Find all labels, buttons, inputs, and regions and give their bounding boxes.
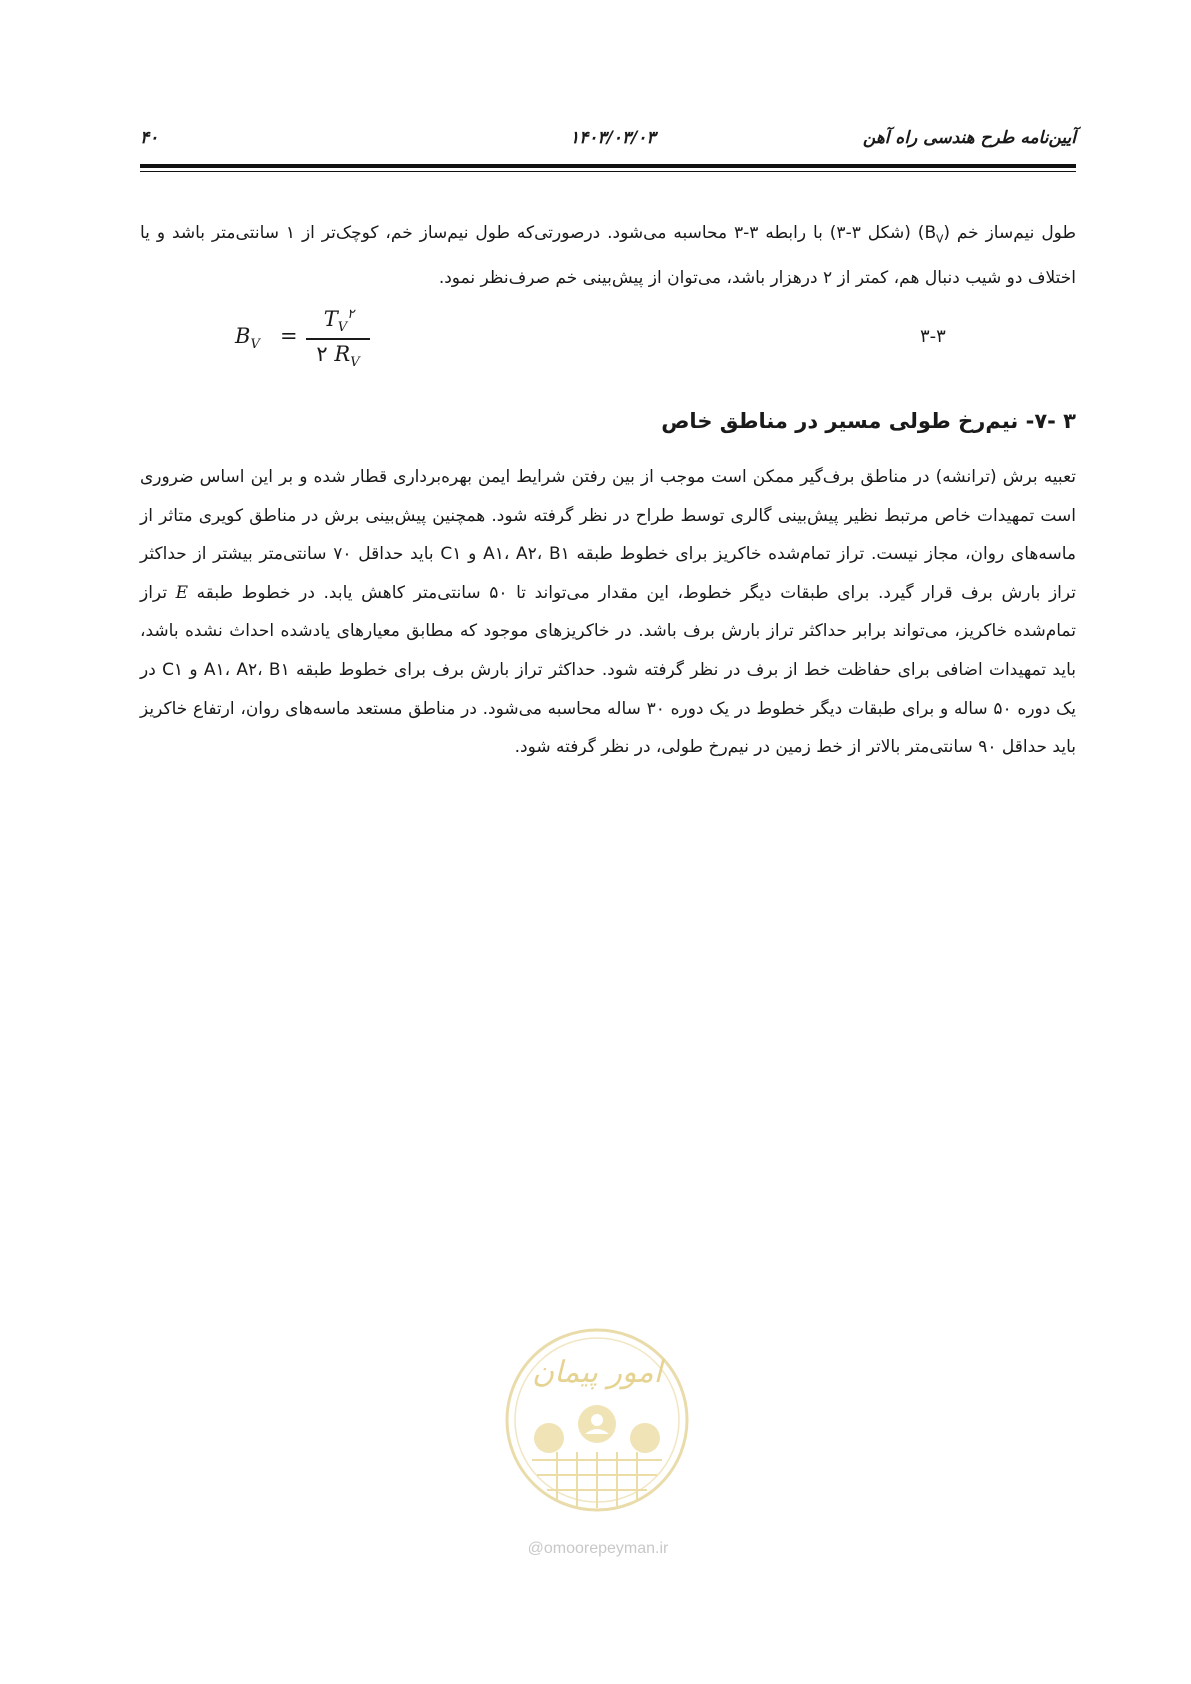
logo-lettering: امور پیمان — [532, 1355, 662, 1390]
formula-denominator: ۲ $R_V$ — [316, 342, 360, 371]
italic-e: E — [175, 582, 189, 603]
formula-3-3 — [230, 302, 390, 372]
formula-lhs: $B_V$ — [235, 324, 260, 353]
paragraph-bisector-length: طول نیم‌ساز خم $(B_V)$ (شکل ۳-۳) با رابطه ۳-۳ محاسبه می‌شود. درصورتی‌که طول نیم‌ساز خم، کوچک‌تر از ۱ سانتی‌متر باشد و یا اختلاف دو شیب دنبال هم، کمتر از ۲ درهزار باشد، می‌توان از پیش‌بینی خم صرف‌نظر نمود. — [140, 223, 1076, 288]
header-date: ۱۴۰۳/۰۳/۰۳ — [570, 128, 656, 148]
formula-number: ۳-۳ — [920, 326, 946, 347]
page-number: ۴۰ — [140, 128, 159, 148]
symbol-bv: $B_V$ — [924, 223, 944, 246]
section-heading: ۳ -۷- نیم‌رخ طولی مسیر در مناطق خاص — [661, 409, 1076, 433]
header-title: آیین‌نامه طرح هندسی راه آهن — [862, 128, 1076, 148]
paragraph-special-areas: تعبیه برش (ترانشه) در مناطق برف‌گیر ممکن است موجب از بین رفتن شرایط ایمن بهره‌برداری قطار شده و بر این اساس ضروری است تمهیدات خاص مرتبط نظیر پیش‌بینی گالری توسط طراح در نظر گرفته شود. همچنین پیش‌بینی برش در مناطق کویری متاثر از ماسه‌های روان، مجاز نیست. تراز تمام‌شده خاکریز برای خطوط طبقه A۱، A۲، B۱ و C۱ باید حداقل ۷۰ سانتی‌متر بیشتر از حداکثر تراز بارش برف قرار گیرد. برای طبقات دیگر خطوط، این مقدار می‌تواند تا ۵۰ سانتی‌متر کاهش یابد. در خطوط طبقه E تراز تمام‌شده خاکریز، می‌تواند برابر حداکثر تراز بارش برف باشد. در خاکریزهای موجود که مطابق معیارهای یادشده احداث نشده باشد، باید تمهیدات اضافی برای حفاظت خط از برف در نظر گرفته شود. حداکثر تراز بارش برف برای خطوط طبقه A۱، A۲، B۱ و C۱ در یک دوره ۵۰ ساله و برای طبقات دیگر خطوط در یک دوره ۳۰ ساله محاسبه می‌شود. در مناطق مستعد ماسه‌های روان، ارتفاع خاکریز باید حداقل ۹۰ سانتی‌متر بالاتر از خط زمین در نیم‌رخ طولی، در نظر گرفته شود. — [140, 467, 1076, 758]
watermark-logo — [497, 1320, 697, 1520]
watermark-website: @omoorepeyman.ir — [527, 1540, 669, 1557]
page-header — [140, 128, 1076, 158]
header-rule-thin — [140, 171, 1076, 172]
header-rule-thick — [140, 164, 1076, 168]
formula-numerator: $T_V^۲$ — [323, 307, 355, 336]
formula-fraction-bar — [306, 338, 370, 340]
formula-equals: = — [280, 324, 298, 348]
